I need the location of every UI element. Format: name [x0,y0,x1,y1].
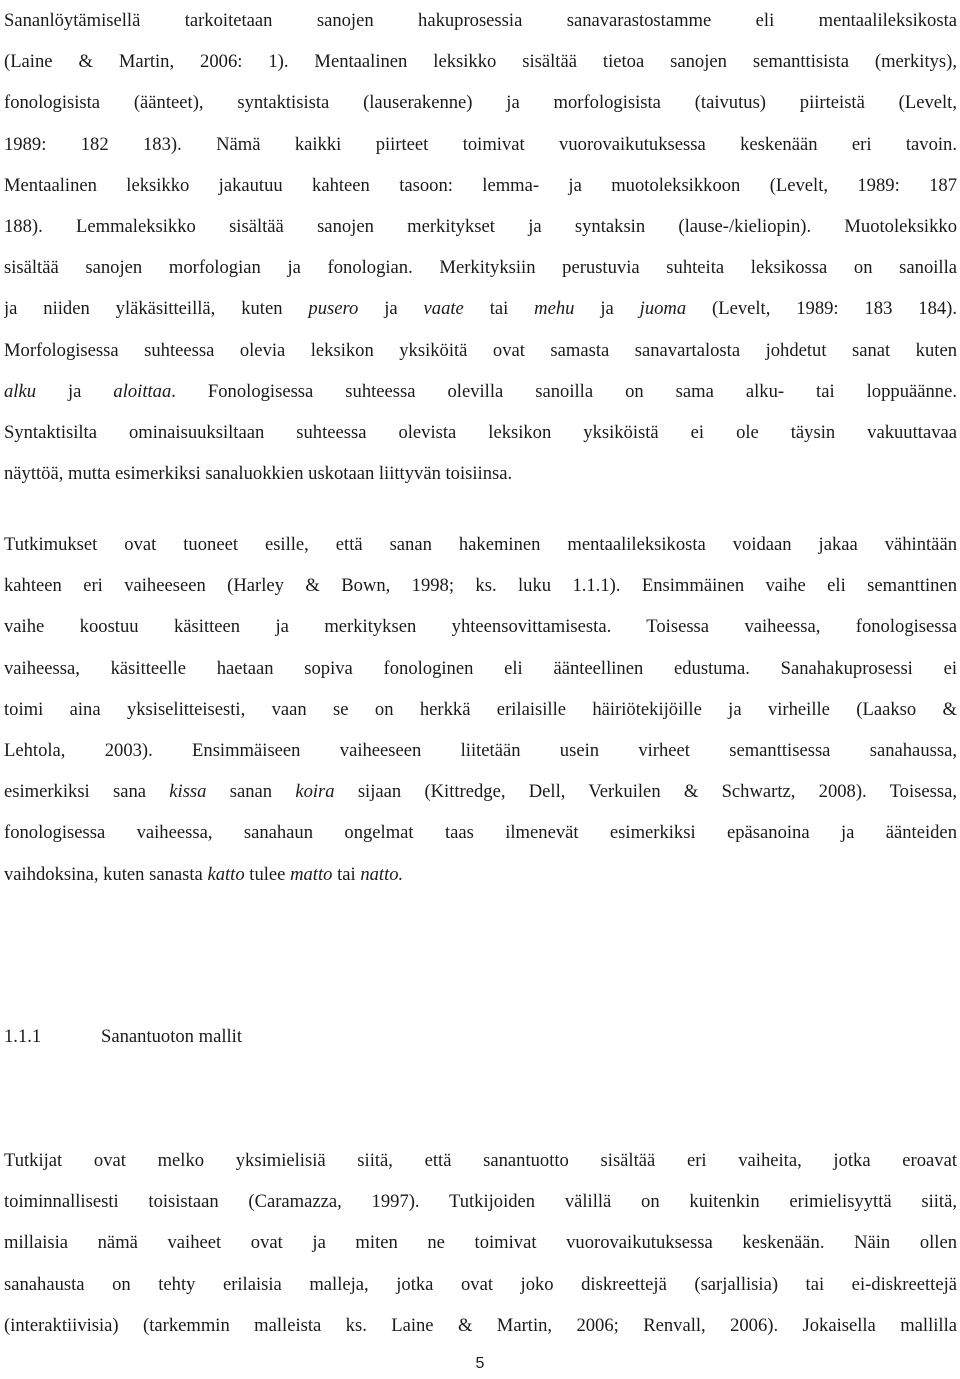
text-line [4,689,957,730]
text-run: millaisia nämä vaiheet ovat ja miten ne toimivat vuorovaikutuksessa keskenään. Näin ollen [4,1232,957,1254]
text-line [4,771,957,812]
paragraph-production-models [4,1140,957,1346]
text-line [4,1222,957,1263]
italic-example-word: pusero [308,298,359,320]
text-run: tai [332,863,361,885]
text-run: 1989: 182 183). Nämä kaikki piirteet toimivat vuorovaikutuksessa keskenään eri tavoin. [4,133,957,155]
text-line [4,1305,957,1346]
text-line [4,206,957,247]
text-run: vaihe koostuu käsitteen ja merkityksen yhteensovittamisesta. Toisessa vaiheessa, fonologisessa [4,616,957,638]
text-line [4,371,957,412]
text-line [4,1140,957,1181]
text-run: ja [358,298,424,320]
paragraph-retrieval-stages [4,524,957,895]
italic-example-word: aloittaa [113,380,172,402]
text-run: (Laine & Martin, 2006: 1). Mentaalinen leksikko sisältää tietoa sanojen semanttisista (merkitys), [4,51,957,73]
text-run: ja [36,380,114,402]
section-title: Sanantuoton mallit [101,1026,242,1047]
text-line [4,1264,957,1305]
text-line [4,165,957,206]
text-run: esimerkiksi sana [4,781,170,803]
italic-example-word: alku [4,380,37,402]
italic-example-word: matto [290,863,333,885]
text-line [4,606,957,647]
italic-example-word: juoma [639,298,687,320]
text-line [4,82,957,123]
text-run: Syntaktisilta ominaisuuksiltaan suhteessa olevista leksikon yksiköistä ei ole täysin vakuuttavaa [4,422,957,444]
text-run: tulee [244,863,291,885]
page-number: 5 [475,1355,485,1372]
text-line [4,124,957,165]
text-run: Tutkijat ovat melko yksimielisiä siitä, että sanantuotto sisältää eri vaiheita, jotka eroavat [4,1150,957,1171]
text-run: tai [463,298,535,320]
text-run: (Levelt, 1989: 183 184). [686,298,957,320]
text-run: Lehtola, 2003). Ensimmäiseen vaiheeseen liitetään usein virheet semanttisessa sanahaussa, [4,740,957,762]
text-line [4,247,957,288]
text-run: sisältää sanojen morfologian ja fonologian. Merkityksiin perustuvia suhteita leksikossa on sanoilla [4,257,957,279]
italic-example-word: mehu [534,298,575,320]
text-run: näyttöä, mutta esimerkiksi sanaluokkien uskotaan liittyvän toisiinsa. [4,463,513,485]
text-line [4,288,957,329]
text-line [4,812,957,853]
text-line [4,330,957,371]
text-run: Morfologisessa suhteessa olevia leksikon yksiköitä ovat samasta sanavartalosta johdetut sanat kuten [4,339,957,361]
paragraph-word-retrieval [4,0,957,494]
text-line [4,0,957,41]
text-line [4,1181,957,1222]
text-run: ja [574,298,640,320]
text-run: fonologisista (äänteet), syntaktisista (lauserakenne) ja morfologisista (taivutus) piirteistä (Levelt, [4,92,957,114]
italic-example-word: katto [207,863,245,885]
section-heading [4,1016,242,1057]
text-line [4,730,957,771]
text-line [4,854,957,895]
text-run: vaihdoksina, kuten sanasta [4,863,208,885]
italic-example-word: natto. [360,863,404,885]
text-line [4,648,957,689]
text-run: (interaktiivisia) (tarkemmin malleista ks. Laine & Martin, 2006; Renvall, 2006). Jokaisella mallilla [4,1314,957,1336]
text-run: ja niiden yläkäsitteillä, kuten [4,298,309,320]
italic-example-word: vaate [423,298,464,320]
text-run: Sananlöytämisellä tarkoitetaan sanojen hakuprosessia sanavarastostamme eli mentaalileksikosta [4,10,957,31]
text-run: sanan [206,781,296,803]
text-run: toiminnallisesti toisistaan (Caramazza, 1997). Tutkijoiden välillä on kuitenkin erimielisyyttä siitä, [4,1191,957,1213]
text-line [4,565,957,606]
text-line [4,524,957,565]
text-run: vaiheessa, käsitteelle haetaan sopiva fonologinen eli äänteellinen edustuma. Sanahakuprosessi ei [4,657,957,679]
text-run: sanahausta on tehty erilaisia malleja, jotka ovat joko diskreettejä (sarjallisia) tai ei-diskreettejä [4,1273,957,1295]
section-number: 1.1.1 [4,1026,42,1047]
text-run: . Fonologisessa suhteessa olevilla sanoilla on sama alku- tai loppuäänne. [171,380,957,402]
text-run: fonologisessa vaiheessa, sanahaun ongelmat taas ilmenevät esimerkiksi epäsanoina ja äänteiden [4,822,957,844]
text-line [4,453,957,494]
text-line [4,41,957,82]
italic-example-word: koira [295,781,335,803]
italic-example-word: kissa [169,781,207,803]
text-run: kahteen eri vaiheeseen (Harley & Bown, 1998; ks. luku 1.1.1). Ensimmäinen vaihe eli semanttinen [4,575,957,597]
text-run: toimi aina yksiselitteisesti, vaan se on herkkä erilaisille häiriötekijöille ja virheille (Laakso & [4,698,957,720]
text-run: Mentaalinen leksikko jakautuu kahteen tasoon: lemma- ja muotoleksikkoon (Levelt, 1989: 187 [4,174,957,196]
text-run: Tutkimukset ovat tuoneet esille, että sanan hakeminen mentaalileksikosta voidaan jakaa vähintään [4,534,957,555]
text-run: 188). Lemmaleksikko sisältää sanojen merkitykset ja syntaksin (lause-/kieliopin). Muotoleksikko [4,216,957,238]
text-line [4,412,957,453]
text-run: sijaan (Kittredge, Dell, Verkuilen & Schwartz, 2008). Toisessa, [334,781,957,803]
